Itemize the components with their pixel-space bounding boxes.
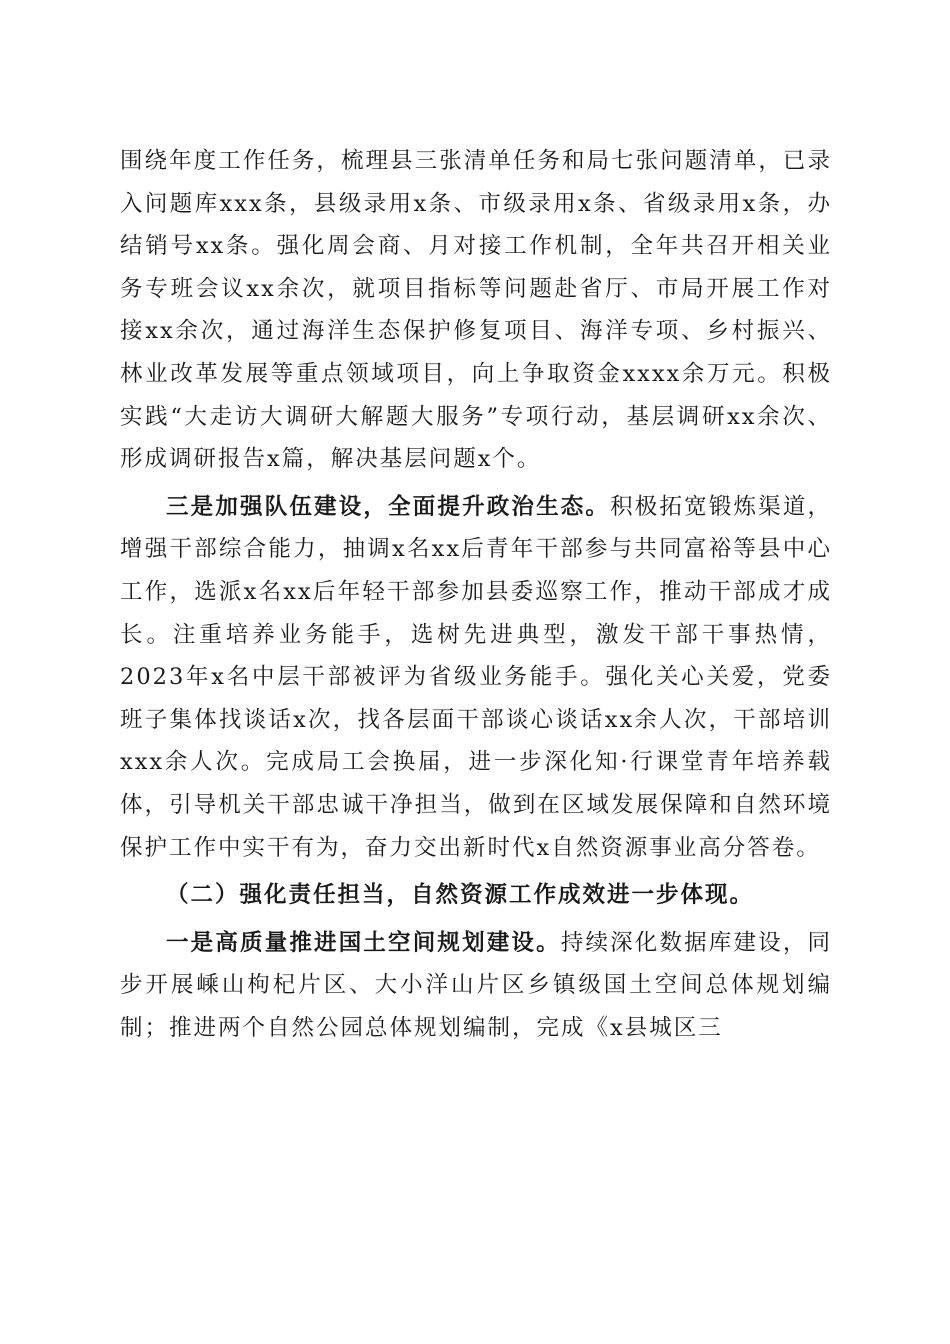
- paragraph-team-building: [120, 486, 832, 869]
- document-body: [120, 140, 832, 1054]
- paragraph-text: 积极拓宽锻炼渠道，增强干部综合能力，抽调x名xx后青年干部参与共同富裕等县中心工作，选派x名xx后年轻干部参加县委巡察工作，推动干部成才成长。注重培养业务能手，选树先进典型，激发干部干事热情，2023年x名中层干部被评为省级业务能手。强化关心关爱，党委班子集体找谈话x次，找各层面干部谈心谈话xx余人次，干部培训xxx余人次。完成局工会换届，进一步深化知·行课堂青年培养载体，引导机关干部忠诚干净担当，做到在区域发展保障和自然环境保护工作中实干有为，奋力交出新时代x自然资源事业高分答卷。: [120, 493, 832, 861]
- paragraph-text: 持续深化数据库建设，同步开展嵊山枸杞片区、大小洋山片区乡镇级国土空间总体规划编制；推进两个自然公园总体规划编制，完成《x县城区三: [120, 929, 832, 1041]
- section-heading-team-building: 三是加强队伍建设，全面提升政治生态。: [166, 493, 611, 520]
- section-heading-spatial-planning: 一是高质量推进国土空间规划建设。: [166, 929, 561, 956]
- paragraph-spatial-planning: [120, 922, 832, 1050]
- section-heading-text: （二）强化责任担当，自然资源工作成效进一步体现。: [166, 882, 755, 909]
- paragraph-text: 围绕年度工作任务，梳理县三张清单任务和局七张问题清单，已录入问题库xxx条，县级录用x条、市级录用x条、省级录用x条，办结销号xx条。强化周会商、月对接工作机制，全年共召开相关业务专班会议xx余次，就项目指标等问题赴省厅、市局开展工作对接xx余次，通过海洋生态保护修复项目、海洋专项、乡村振兴、林业改革发展等重点领域项目，向上争取资金xxxx余万元。积极实践“大走访大调研大解题大服务”专项行动，基层调研xx余次、形成调研报告x篇，解决基层问题x个。: [120, 148, 832, 473]
- paragraph-task-lists: [120, 140, 832, 481]
- section-heading-responsibility: [120, 874, 832, 917]
